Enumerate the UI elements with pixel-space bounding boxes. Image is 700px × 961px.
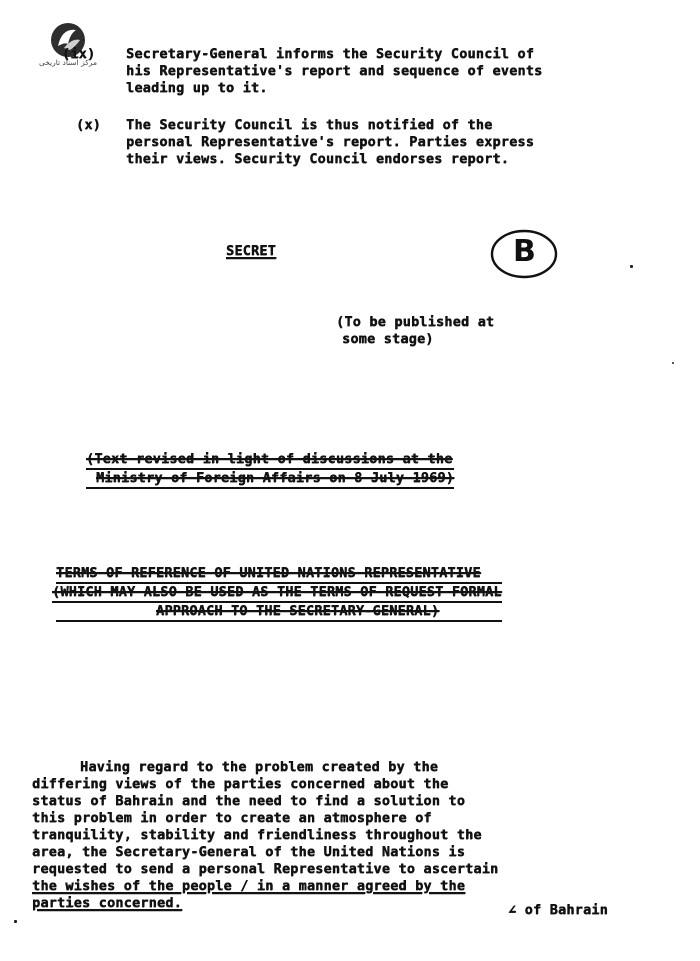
speck xyxy=(672,362,674,364)
item-number: (ix) xyxy=(62,46,96,62)
item-line: his Representative's report and sequence of events xyxy=(126,63,543,79)
item-line: Secretary-General informs the Security Council of xyxy=(126,46,535,62)
terms-heading xyxy=(52,565,502,622)
item-line: personal Representative's report. Parties express xyxy=(126,134,535,150)
terms-heading-line: (WHICH MAY ALSO BE USED AS THE TERMS OF REQUEST FORMAL xyxy=(52,584,502,603)
body-line: requested to send a personal Representative to ascertain xyxy=(32,861,499,877)
margin-insert: ∠ of Bahrain xyxy=(508,902,608,918)
circled-letter: B xyxy=(513,234,536,269)
body-line: tranquility, stability and friendliness throughout the xyxy=(32,827,482,843)
publication-note-line: some stage) xyxy=(342,331,434,347)
revision-note-line: (Text revised in light of discussions at the xyxy=(86,451,454,470)
body-line: parties concerned. xyxy=(32,895,182,911)
body-paragraph xyxy=(32,759,498,912)
speck xyxy=(630,265,633,268)
body-line: differing views of the parties concerned about the xyxy=(32,776,449,792)
terms-heading-line: APPROACH TO THE SECRETARY-GENERAL) xyxy=(56,603,502,622)
body-line: this problem in order to create an atmosphere of xyxy=(32,810,432,826)
item-line: their views. Security Council endorses report. xyxy=(126,151,510,167)
publication-note xyxy=(336,314,494,348)
revision-note xyxy=(86,451,454,489)
terms-heading-line: TERMS OF REFERENCE OF UNITED NATIONS REPRESENTATIVE xyxy=(56,565,502,584)
speck xyxy=(14,920,17,923)
body-line: Having regard to the problem created by the xyxy=(80,759,439,775)
classification-label: SECRET xyxy=(226,243,276,259)
body-line: area, the Secretary-General of the United Nations is xyxy=(32,844,466,860)
revision-note-line: Ministry of Foreign Affairs on 8 July 1969) xyxy=(86,470,454,489)
item-line: The Security Council is thus notified of the xyxy=(126,117,493,133)
body-line: status of Bahrain and the need to find a solution to xyxy=(32,793,466,809)
item-number: (x) xyxy=(76,117,101,133)
archive-logo-caption: مرکز اسناد تاریخی xyxy=(38,58,98,67)
circled-b-mark xyxy=(490,228,560,280)
body-line: the wishes of the people / in a manner agreed by the xyxy=(32,878,466,894)
item-line: leading up to it. xyxy=(126,80,268,96)
publication-note-line: (To be published at xyxy=(336,314,495,330)
